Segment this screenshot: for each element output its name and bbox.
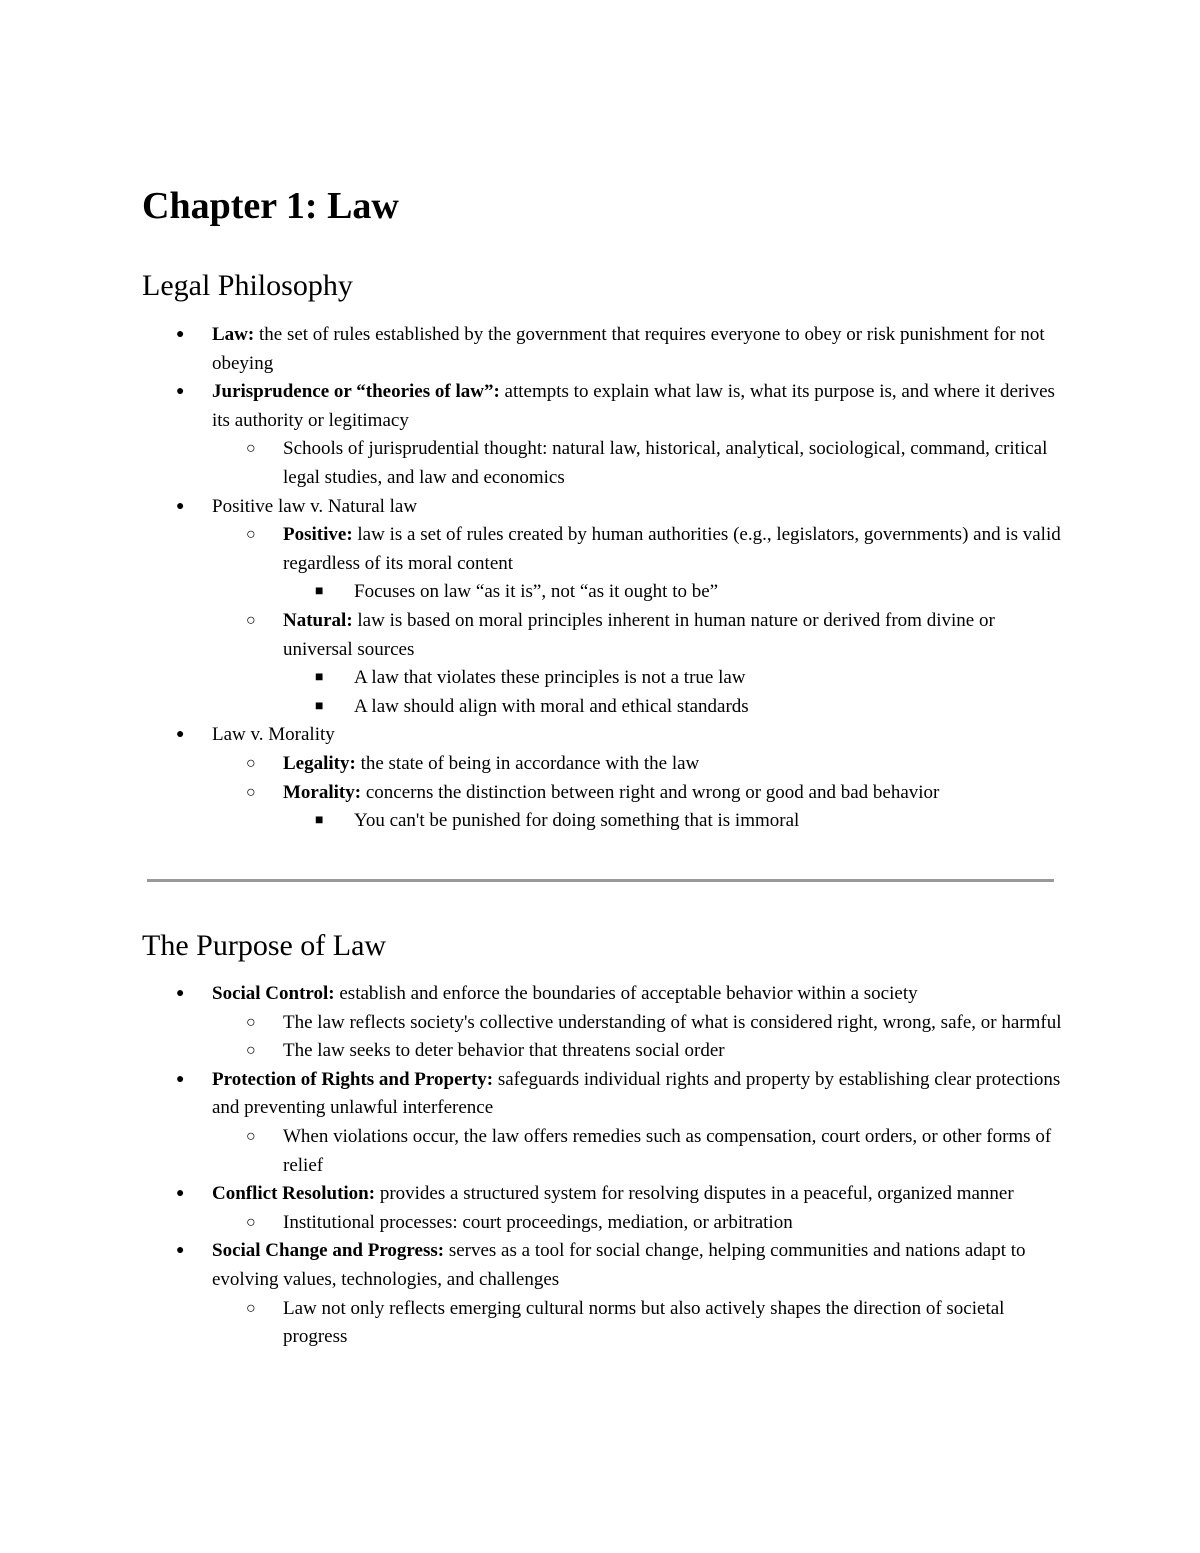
list-item-term: Positive: (283, 524, 353, 546)
list-item-text: serves as a tool for social change, helping communities and nations adapt to evolving values, technologies, and challenges (212, 1240, 1026, 1290)
list-item (142, 1123, 1062, 1180)
list-item (142, 321, 1062, 378)
list-item-term: Conflict Resolution: (212, 1183, 376, 1205)
list-item-text: law is a set of rules created by human authorities (e.g., legislators, governments) and is valid regardless of its moral content (283, 524, 1061, 574)
list-item-text: the state of being in accordance with the law (355, 752, 700, 774)
list-item (142, 807, 1062, 836)
bullet-disc-icon: ● (176, 1186, 185, 1202)
list-item (142, 1009, 1062, 1038)
list-item-term: Legality: (283, 752, 356, 774)
list-item-term: Protection of Rights and Property: (212, 1068, 494, 1090)
horizontal-divider (147, 879, 1054, 882)
bullet-disc-icon: ● (176, 1071, 185, 1087)
list-item-text: Positive law v. Natural law (212, 495, 418, 517)
list-item-text: When violations occur, the law offers remedies such as compensation, court orders, or other forms of relief (283, 1125, 1052, 1176)
list-item-text: safeguards individual rights and property by establishing clear protections and preventing unlawful interference (212, 1068, 1061, 1119)
list-item-term: Jurisprudence or “theories of law”: (212, 381, 500, 403)
list-item (142, 980, 1062, 1009)
list-item-text: Institutional processes: court proceedings, mediation, or arbitration (283, 1211, 793, 1233)
bullet-circle-icon: ○ (246, 754, 256, 772)
bullet-circle-icon: ○ (246, 1013, 256, 1031)
list-item (142, 1237, 1062, 1294)
list-item-text: concerns the distinction between right and wrong or good and bad behavior (361, 781, 940, 803)
list-item-text: Schools of jurisprudential thought: natural law, historical, analytical, sociological, command, critical legal studies, and law and economics (283, 438, 1048, 488)
bullet-circle-icon: ○ (246, 440, 256, 458)
list-item-text: provides a structured system for resolving disputes in a peaceful, organized manner (375, 1183, 1014, 1205)
list-item (142, 693, 1062, 722)
list-item (142, 435, 1062, 492)
bullet-disc-icon: ● (176, 327, 185, 342)
list-item-text: You can't be punished for doing something that is immoral (354, 810, 800, 832)
bullet-circle-icon: ○ (246, 1299, 256, 1317)
list-item (142, 378, 1062, 435)
bullet-disc-icon: ● (176, 727, 185, 743)
list-item (142, 1209, 1062, 1238)
list-item (142, 1066, 1062, 1123)
bullet-disc-icon: ● (176, 498, 185, 514)
bullet-circle-icon: ○ (246, 783, 256, 801)
bullet-disc-icon: ● (176, 986, 185, 1001)
bullet-circle-icon: ○ (246, 1127, 256, 1145)
list-item (142, 750, 1062, 779)
list-item (142, 493, 1062, 522)
list-item-text: law is based on moral principles inherent in human nature or derived from divine or universal sources (283, 609, 995, 660)
list-item-text: Law v. Morality (212, 724, 335, 746)
bullet-circle-icon: ○ (246, 1042, 256, 1060)
list-item-text: Law not only reflects emerging cultural norms but also actively shapes the direction of societal progress (283, 1297, 1005, 1348)
list-item-text: The law seeks to deter behavior that threatens social order (283, 1040, 725, 1062)
list-item (142, 578, 1062, 607)
list-item (142, 779, 1062, 808)
bullet-square-icon: ■ (315, 584, 324, 600)
legal-philosophy-list (142, 321, 1062, 836)
list-item-text: Focuses on law “as it is”, not “as it ought to be” (354, 581, 719, 603)
list-item-text: A law should align with moral and ethical standards (354, 695, 749, 717)
list-item-text: establish and enforce the boundaries of acceptable behavior within a society (334, 983, 918, 1004)
list-item (142, 664, 1062, 693)
bullet-circle-icon: ○ (246, 1213, 256, 1231)
bullet-disc-icon: ● (176, 1243, 185, 1259)
list-item (142, 1295, 1062, 1352)
list-item (142, 721, 1062, 750)
list-item-text: attempts to explain what law is, what its purpose is, and where it derives its authority or legitimacy (212, 381, 1055, 431)
list-item-text: The law reflects society's collective understanding of what is considered right, wrong, safe, or harmful (283, 1011, 1062, 1033)
list-item-term: Morality: (283, 781, 362, 803)
bullet-square-icon: ■ (315, 670, 324, 686)
list-item (142, 607, 1062, 664)
bullet-circle-icon: ○ (246, 526, 256, 544)
list-item (142, 1037, 1062, 1066)
bullet-circle-icon: ○ (246, 611, 256, 629)
list-item-term: Natural: (283, 609, 353, 631)
list-item (142, 1180, 1062, 1209)
list-item-text: the set of rules established by the government that requires everyone to obey or risk punishment for not obeying (212, 324, 1045, 374)
section-heading-purpose-of-law: The Purpose of Law (142, 929, 387, 962)
list-item-term: Law: (212, 324, 255, 345)
list-item-term: Social Control: (212, 983, 335, 1004)
bullet-square-icon: ■ (315, 698, 324, 714)
bullet-square-icon: ■ (315, 813, 324, 829)
bullet-disc-icon: ● (176, 384, 185, 400)
list-item-term: Social Change and Progress: (212, 1240, 445, 1262)
list-item (142, 521, 1062, 578)
purpose-of-law-list (142, 980, 1062, 1352)
list-item-text: A law that violates these principles is not a true law (354, 667, 746, 689)
page-title: Chapter 1: Law (142, 185, 399, 227)
section-heading-legal-philosophy: Legal Philosophy (142, 269, 353, 302)
